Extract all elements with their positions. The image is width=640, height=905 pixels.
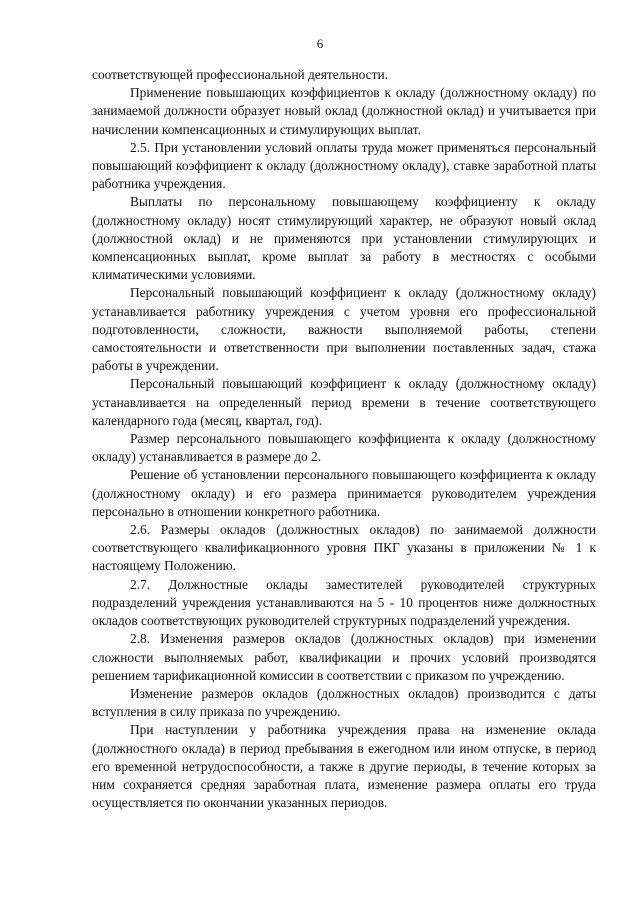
paragraph-2-7: 2.7. Должностные оклады заместителей руководителей структурных подразделений учреждения устанавливаются на 5 - 10 процентов ниже должностных окладов соответствующих руководителей структурных подразделений учреждения. xyxy=(92,576,596,629)
paragraph-coefficient-size: Размер персонального повышающего коэффициента к окладу (должностному окладу) устанавливается в размере до 2. xyxy=(92,431,596,465)
paragraph-personal-coefficient-criteria: Персональный повышающий коэффициент к окладу (должностному окладу) устанавливается работнику учреждения с учетом уровня его профессиональной подготовленности, сложности, важности выполняемой работы, степени самостоятельности и ответственности при выполнении поставленных задач, стажа работы в учреждении. xyxy=(92,285,596,374)
paragraph-coefficient-decision: Решение об установлении персонального повышающего коэффициента к окладу (должностному окладу) и его размера принимается руководителем учреждения персонально в отношении конкретного работника. xyxy=(92,467,596,519)
paragraph-continuation: соответствующей профессиональной деятельности. xyxy=(92,67,388,82)
paragraph-personal-coefficient-payments: Выплаты по персональному повышающему коэффициенту к окладу (должностному окладу) носят стимулирующий характер, не образуют новый оклад (должностной оклад) и не применяются при установлении стимулирующих и компенсационных выплат, кроме выплат за работу в местностях с особыми климатическими условиями. xyxy=(92,194,596,283)
paragraph-2-5: 2.5. При установлении условий оплаты труда может применяться персональный повышающий коэффициент к окладу (должностному окладу), ставке заработной платы работника учреждения. xyxy=(92,139,596,192)
paragraph-salary-change-during-leave: При наступлении у работника учреждения права на изменение оклада (должностного оклада) в период пребывания в ежегодном или ином отпуске, в период его временной нетрудоспособности, а также в другие периоды, в течение которых за ним сохраняется средняя заработная плата, изменение размера оплаты его труда осуществляется по окончании указанных периодов. xyxy=(92,722,596,811)
paragraph-personal-coefficient-period: Персональный повышающий коэффициент к окладу (должностному окладу) устанавливается на определенный период времени в течение соответствующего календарного года (месяц, квартал, год). xyxy=(92,376,596,428)
page-number: 6 xyxy=(316,36,324,51)
paragraph-coefficients-application: Применение повышающих коэффициентов к окладу (должностному окладу) по занимаемой должности образует новый оклад (должностной оклад) и учитывается при начислении компенсационных и стимулирующих выплат. xyxy=(92,85,596,137)
paragraph-2-6: 2.6. Размеры окладов (должностных окладов) по занимаемой должности соответствующего квалификационного уровня ПКГ указаны в приложении № 1 к настоящему Положению. xyxy=(92,522,596,574)
paragraph-2-8: 2.8. Изменения размеров окладов (должностных окладов) при изменении сложности выполняемых работ, квалификации и прочих условий производятся решением тарификационной комиссии в соответствии с приказом по учреждению. xyxy=(92,631,596,683)
paragraph-salary-change-date: Изменение размеров окладов (должностных окладов) производится с даты вступления в силу приказа по учреждению. xyxy=(92,685,596,720)
document-body xyxy=(92,66,596,812)
